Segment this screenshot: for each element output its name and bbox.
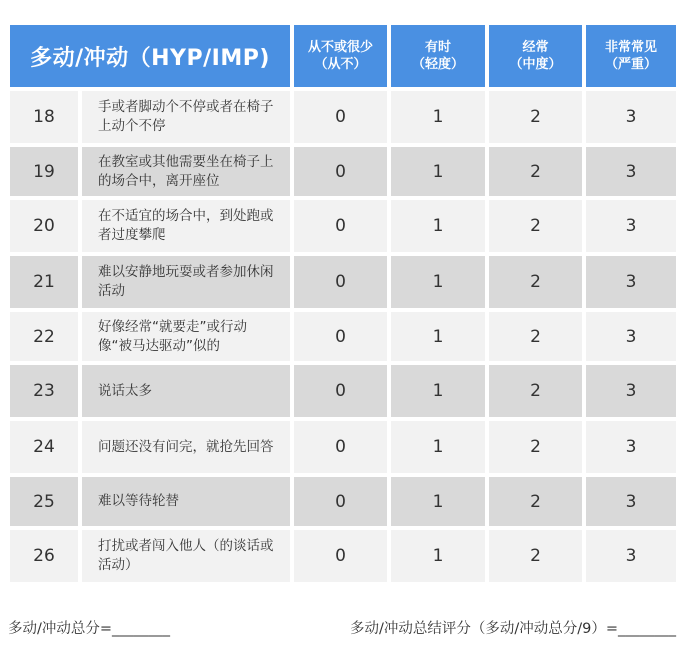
total-score-line: 多动/冲动总分=________ [8,621,171,637]
item-number: 24 [10,421,78,473]
summary-score-line: 多动/冲动总结评分（多动/冲动总分/9）=________ [349,621,676,637]
item-cell [10,477,290,526]
score-cell: 0 [294,530,387,582]
item-cell [10,421,290,473]
item-number: 22 [10,312,78,361]
score-cell: 2 [489,256,582,308]
score-cell: 1 [391,530,485,582]
score-cell: 0 [294,312,387,361]
item-description: 手或者脚动个不停或者在椅子上动个不停 [82,91,290,143]
score-cell: 3 [586,365,676,417]
score-cell: 2 [489,421,582,473]
score-cell: 0 [294,147,387,196]
item-number: 19 [10,147,78,196]
column-header-sometimes [391,25,485,87]
score-cell: 1 [391,200,485,252]
score-cell: 0 [294,421,387,473]
score-cell: 3 [586,256,676,308]
item-number: 26 [10,530,78,582]
score-cell: 0 [294,200,387,252]
item-cell [10,91,290,143]
score-cell: 0 [294,365,387,417]
score-cell: 2 [489,200,582,252]
item-number: 23 [10,365,78,417]
column-header-very-often [586,25,676,87]
score-cell: 2 [489,312,582,361]
item-description: 说话太多 [82,365,290,417]
column-header-line1: 有时 [424,40,451,55]
item-description: 好像经常“就要走”或行动像“被马达驱动”似的 [82,312,290,361]
footer [8,617,676,638]
item-cell [10,365,290,417]
score-cell: 2 [489,91,582,143]
score-cell: 2 [489,477,582,526]
item-description: 问题还没有问完，就抢先回答 [82,421,290,473]
column-header-never [294,25,387,87]
column-header-line2: （严重） [604,57,657,72]
score-cell: 3 [586,91,676,143]
item-cell [10,530,290,582]
item-number: 20 [10,200,78,252]
score-cell: 0 [294,477,387,526]
score-cell: 2 [489,365,582,417]
column-header-line1: 非常常见 [604,40,657,55]
score-cell: 3 [586,530,676,582]
score-cell: 1 [391,256,485,308]
score-cell: 1 [391,91,485,143]
column-header-line1: 从不或很少 [307,40,373,55]
item-description: 在不适宜的场合中，到处跑或者过度攀爬 [82,200,290,252]
column-header-line2: （从不） [314,57,367,72]
column-header-often [489,25,582,87]
column-header-line2: （轻度） [411,57,464,72]
score-cell: 3 [586,147,676,196]
column-header-line1: 经常 [522,40,549,55]
item-description: 难以等待轮替 [82,477,290,526]
item-cell [10,147,290,196]
score-cell: 1 [391,312,485,361]
score-cell: 2 [489,147,582,196]
item-cell [10,256,290,308]
score-cell: 1 [391,421,485,473]
score-cell: 1 [391,147,485,196]
item-number: 21 [10,256,78,308]
item-description: 难以安静地玩耍或者参加休闲活动 [82,256,290,308]
score-cell: 3 [586,477,676,526]
score-cell: 0 [294,91,387,143]
rating-table [10,25,676,586]
item-number: 18 [10,91,78,143]
item-cell [10,200,290,252]
score-cell: 1 [391,365,485,417]
score-cell: 3 [586,421,676,473]
item-cell [10,312,290,361]
score-cell: 0 [294,256,387,308]
score-cell: 2 [489,530,582,582]
item-number: 25 [10,477,78,526]
table-title: 多动/冲动（HYP/IMP) [10,25,290,87]
column-header-line2: （中度） [509,57,562,72]
score-cell: 3 [586,200,676,252]
item-description: 在教室或其他需要坐在椅子上的场合中，离开座位 [82,147,290,196]
score-cell: 3 [586,312,676,361]
item-description: 打扰或者闯入他人（的谈话或活动） [82,530,290,582]
score-cell: 1 [391,477,485,526]
